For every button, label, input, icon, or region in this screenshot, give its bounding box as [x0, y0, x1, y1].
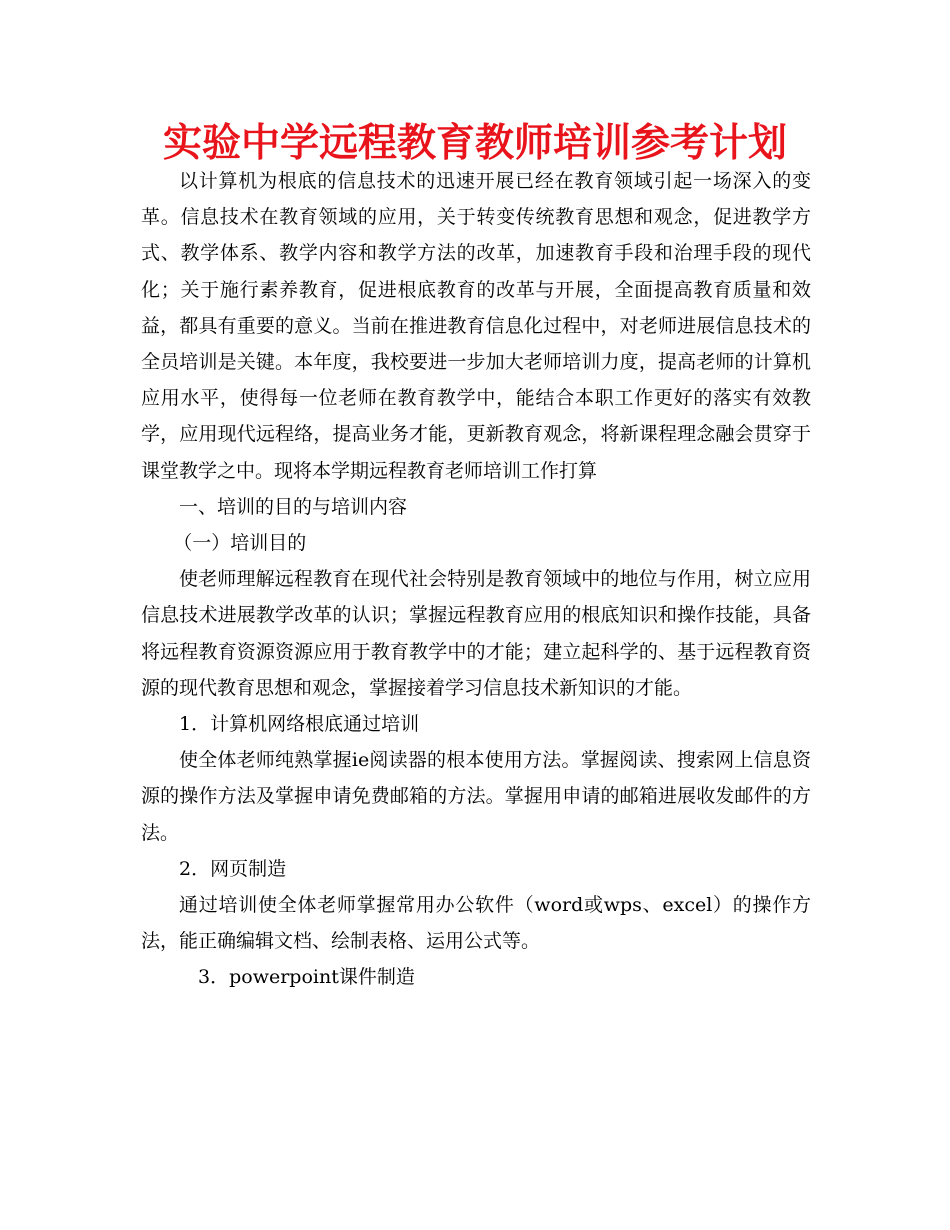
subsection-heading: （一）培训目的 [173, 532, 307, 555]
intro-paragraph: 以计算机为根底的信息技术的迅速开展已经在教育领域引起一场深入的变革。信息技术在教育领域的应用，关于转变传统教育思想和观念，促进教学方式、教学体系、教学内容和教学方法的改革，加速教育手段和治理手段的现代化；关于施行素养教育，促进根底教育的改革与开展，全面提高教育质量和效益，都具有重要的意义。当前在推进教育信息化过程中，对老师进展信息技术的全员培训是关键。本年度，我校要进一步加大老师培训力度，提高老师的计算机应用水平，使得每一位老师在教育教学中，能结合本职工作更好的落实有效教学，应用现代远程络，提高业务才能，更新教育观念，将新课程理念融会贯穿于课堂教学之中。现将本学期远程教育老师培训工作打算 [141, 170, 811, 482]
section-heading: 一、培训的目的与培训内容 [179, 495, 408, 518]
document-body [141, 163, 811, 996]
item-heading-3: 3．powerpoint课件制造 [198, 966, 415, 989]
item-paragraph-1: 使全体老师纯熟掌握ie阅读器的根本使用方法。掌握阅读、搜索网上信息资源的操作方法及掌握申请免费邮箱的方法。掌握用申请的邮箱进展收发邮件的方法。 [141, 749, 811, 844]
item-heading-2: 2．网页制造 [179, 857, 287, 880]
item-paragraph-2: 通过培训使全体老师掌握常用办公软件（word或wps、excel）的操作方法，能正确编辑文档、绘制表格、运用公式等。 [141, 894, 811, 953]
document-title: 实验中学远程教育教师培训参考计划 [162, 121, 787, 166]
item-heading-1: 1．计算机网络根底通过培训 [179, 713, 420, 736]
purpose-paragraph: 使老师理解远程教育在现代社会特别是教育领域中的地位与作用，树立应用信息技术进展教学改革的认识；掌握远程教育应用的根底知识和操作技能，具备将远程教育资源资源应用于教育教学中的才能；建立起科学的、基于远程教育资源的现代教育思想和观念，掌握接着学习信息技术新知识的才能。 [141, 568, 811, 699]
